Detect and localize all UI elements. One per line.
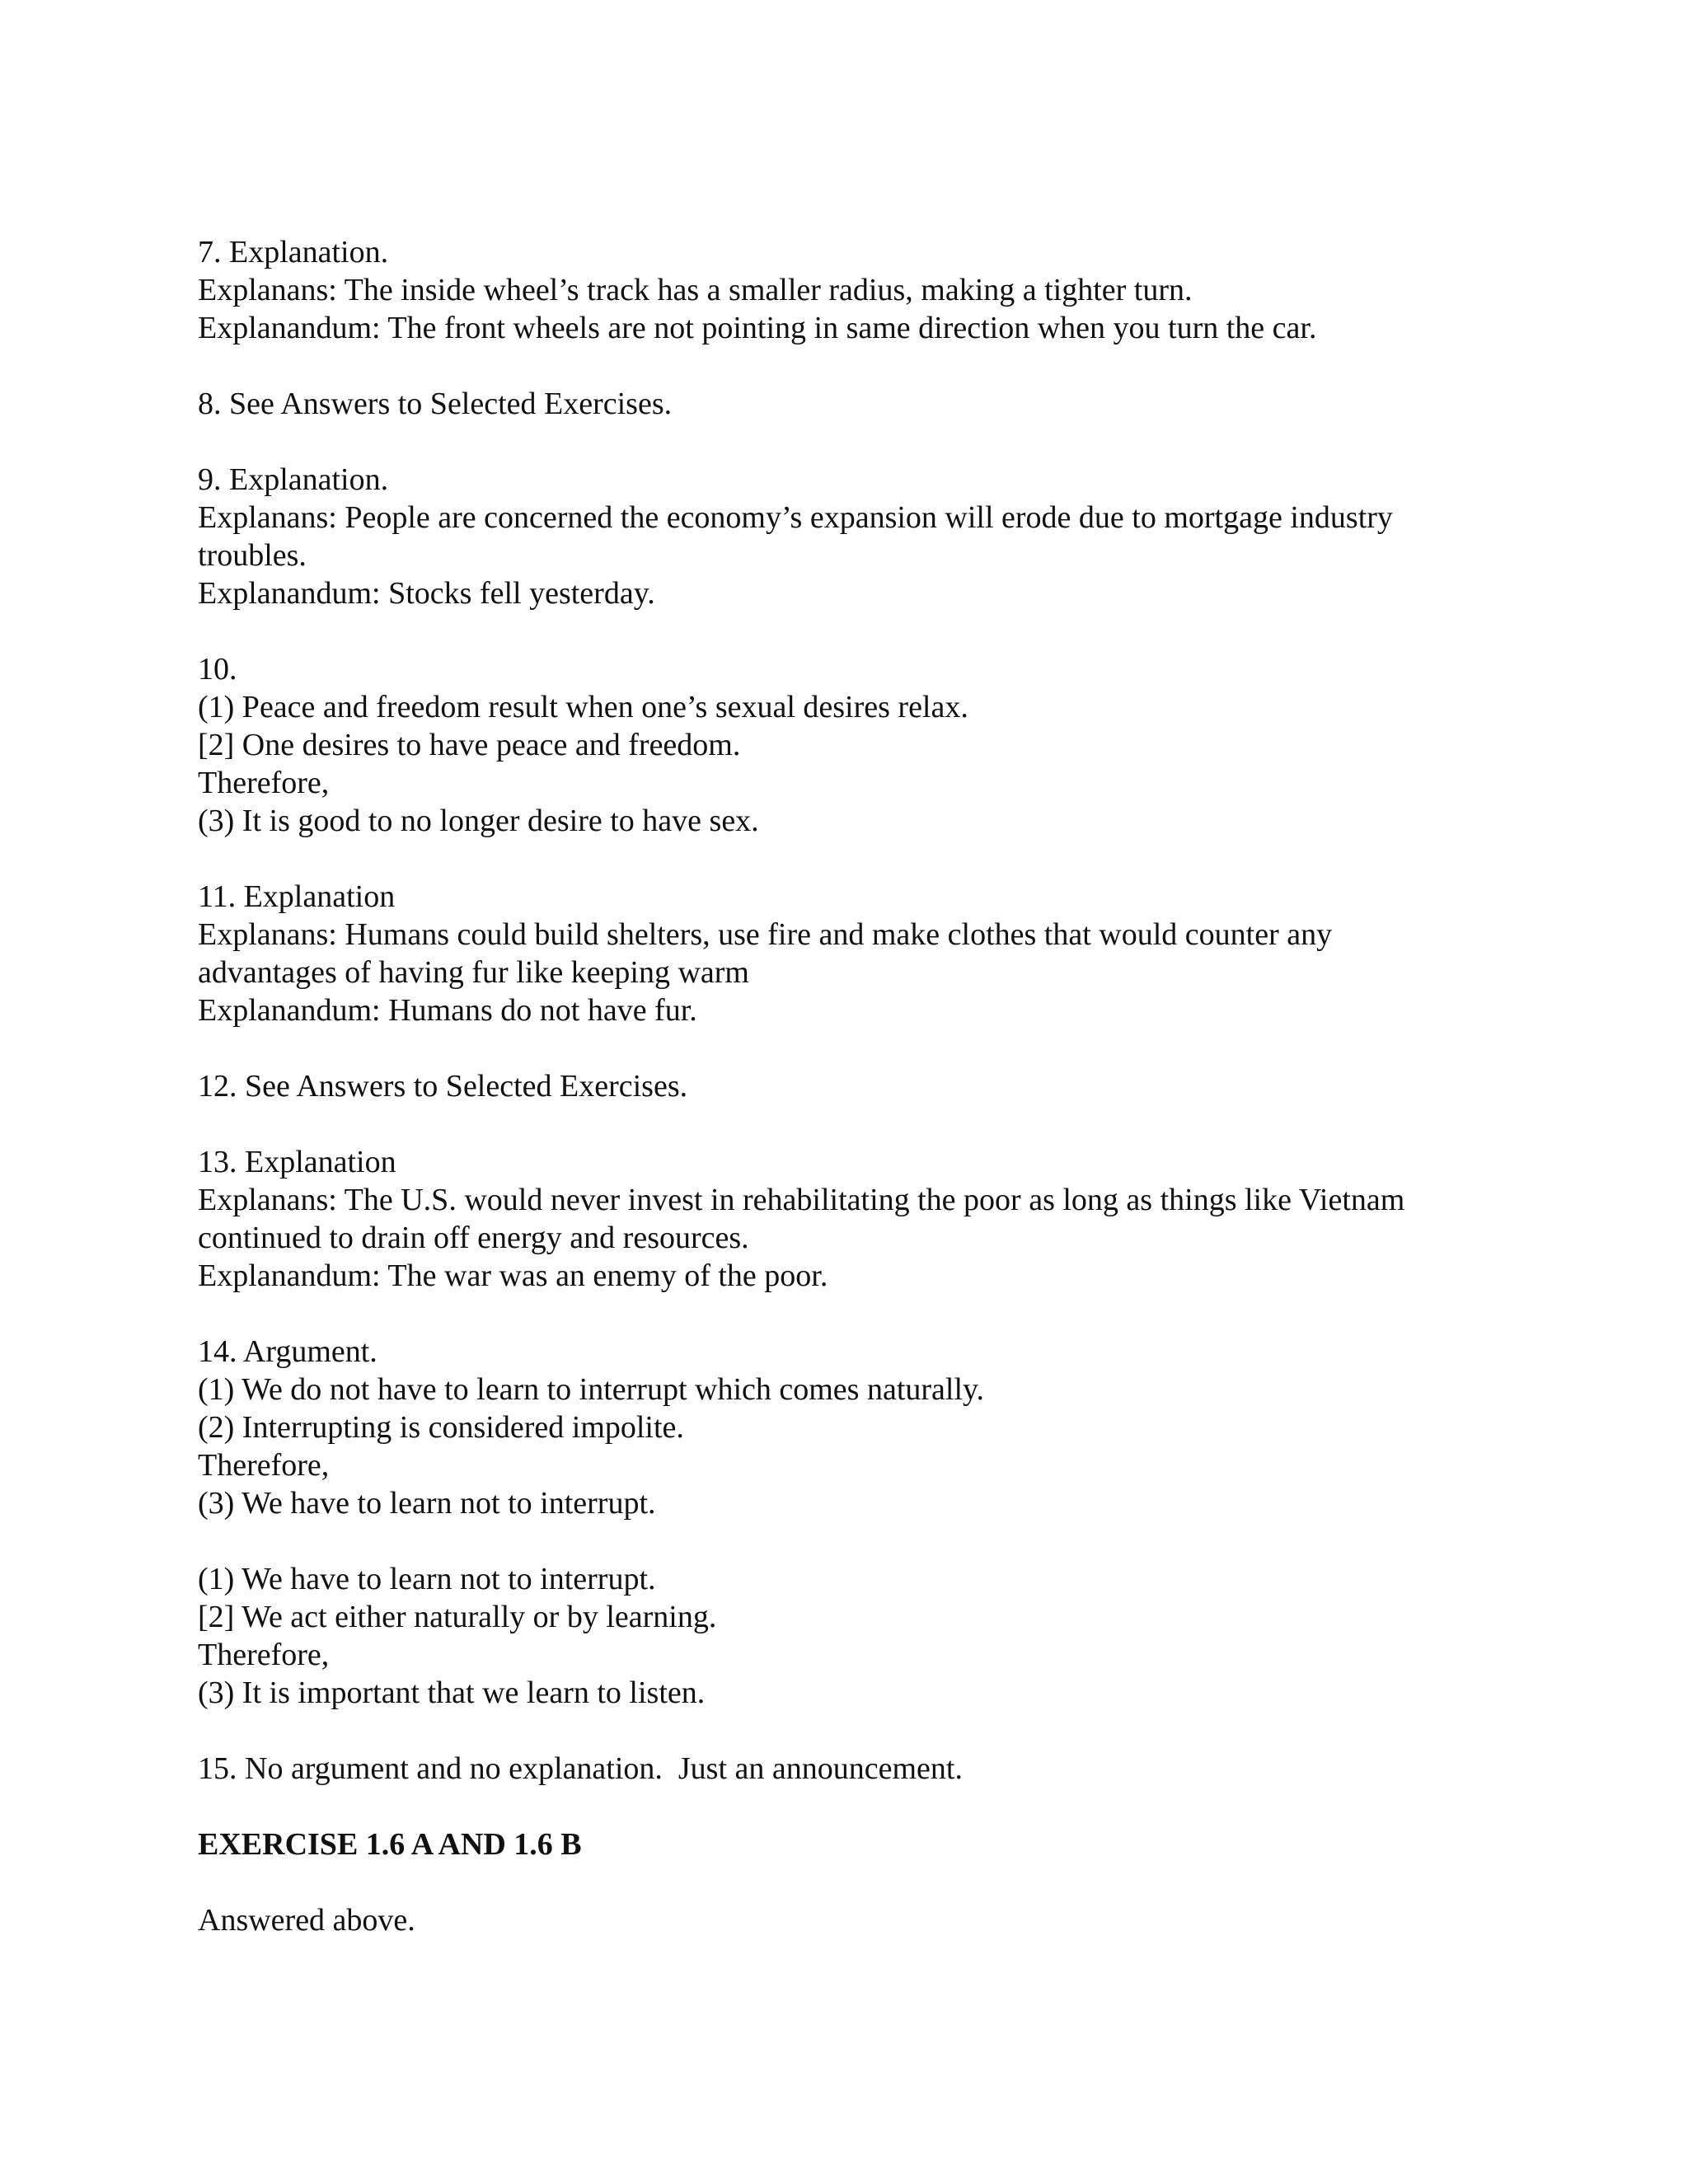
text-line: troubles. [198, 538, 307, 573]
answer-9 [198, 461, 1533, 612]
answer-14-second-argument [198, 1560, 1533, 1712]
text-line: 12. See Answers to Selected Exercises. [198, 1069, 688, 1104]
answer-10 [198, 650, 1533, 840]
closing-text: Answered above. [198, 1903, 415, 1938]
text-line: 11. Explanation [198, 879, 396, 914]
text-line: 14. Argument. [198, 1334, 377, 1369]
answer-15 [198, 1750, 1533, 1788]
text-line: 8. See Answers to Selected Exercises. [198, 387, 673, 421]
text-line: continued to drain off energy and resources. [198, 1221, 749, 1255]
section-heading: EXERCISE 1.6 A AND 1.6 B [198, 1827, 582, 1862]
text-line: Explanans: The inside wheel’s track has a smaller radius, making a tighter turn. [198, 273, 1193, 307]
text-line: Therefore, [198, 766, 330, 800]
text-line: Explanandum: Stocks fell yesterday. [198, 576, 655, 611]
text-line: (2) Interrupting is considered impolite. [198, 1410, 684, 1445]
text-line: Therefore, [198, 1638, 330, 1672]
text-line: (3) We have to learn not to interrupt. [198, 1486, 656, 1521]
text-line: (1) Peace and freedom result when one’s sexual desires relax. [198, 690, 968, 724]
answer-11 [198, 878, 1533, 1029]
text-line: 9. Explanation. [198, 462, 389, 497]
text-line: Explanans: People are concerned the economy’s expansion will erode due to mortgage industry [198, 500, 1393, 535]
section-heading-block [198, 1825, 1533, 1863]
text-line: advantages of having fur like keeping warm [198, 955, 749, 990]
text-line: [2] We act either naturally or by learning. [198, 1600, 717, 1634]
answer-12 [198, 1067, 1533, 1105]
document-page [198, 233, 1533, 1977]
text-line: [2] One desires to have peace and freedom. [198, 728, 741, 762]
text-line: Therefore, [198, 1448, 330, 1483]
answer-14 [198, 1333, 1533, 1522]
answer-8 [198, 385, 1533, 423]
text-line: 10. [198, 652, 237, 687]
text-line: (3) It is good to no longer desire to have sex. [198, 804, 759, 838]
text-line: (1) We do not have to learn to interrupt which comes naturally. [198, 1372, 985, 1407]
text-line: 7. Explanation. [198, 235, 389, 269]
text-line: Explanans: The U.S. would never invest in rehabilitating the poor as long as things like Vietnam [198, 1183, 1405, 1217]
text-line: (1) We have to learn not to interrupt. [198, 1562, 656, 1596]
text-line: 13. Explanation [198, 1145, 396, 1179]
answer-13 [198, 1143, 1533, 1295]
text-line: 15. No argument and no explanation. Just an announcement. [198, 1751, 963, 1786]
text-line: Explanandum: The front wheels are not pointing in same direction when you turn the car. [198, 311, 1317, 345]
text-line: Explanans: Humans could build shelters, use fire and make clothes that would counter any [198, 917, 1333, 952]
closing-block [198, 1901, 1533, 1939]
text-line: Explanandum: Humans do not have fur. [198, 993, 697, 1028]
text-line: Explanandum: The war was an enemy of the poor. [198, 1258, 828, 1293]
text-line: (3) It is important that we learn to listen. [198, 1675, 706, 1710]
answer-7 [198, 233, 1533, 347]
